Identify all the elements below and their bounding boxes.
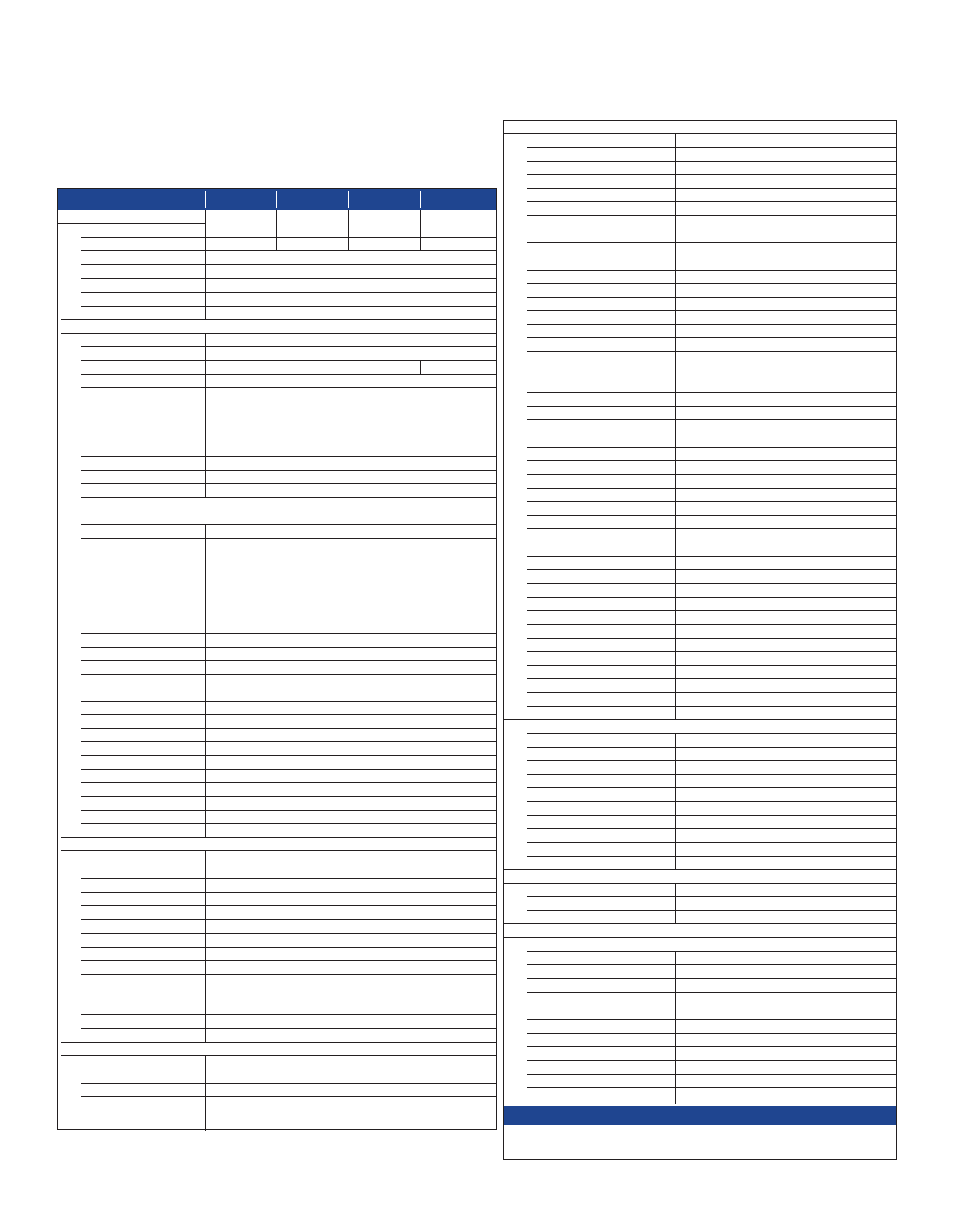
row-rule xyxy=(81,647,496,648)
row-rule xyxy=(527,678,896,679)
row-rule xyxy=(81,360,496,361)
column-rule xyxy=(675,133,676,719)
row-rule xyxy=(81,237,496,238)
column-rule xyxy=(675,733,676,869)
row-rule xyxy=(61,1042,496,1043)
row-rule xyxy=(504,869,896,870)
row-rule xyxy=(527,188,896,189)
row-rule xyxy=(527,324,896,325)
row-rule xyxy=(527,242,896,243)
row-rule xyxy=(527,896,896,897)
row-rule xyxy=(58,223,205,224)
row-rule xyxy=(504,923,896,924)
right-spec-table xyxy=(503,120,897,1160)
row-rule xyxy=(527,1019,896,1020)
row-rule xyxy=(527,515,896,516)
row-rule xyxy=(81,782,496,783)
row-rule xyxy=(81,374,496,375)
row-rule xyxy=(527,460,896,461)
row-rule xyxy=(81,278,496,279)
row-rule xyxy=(81,633,496,634)
header-separator xyxy=(276,191,277,208)
row-rule xyxy=(81,892,496,893)
row-rule xyxy=(81,823,496,824)
column-rule xyxy=(205,850,206,1042)
row-rule xyxy=(81,306,496,307)
column-rule xyxy=(675,883,676,923)
row-rule xyxy=(527,774,896,775)
row-rule xyxy=(81,714,496,715)
row-rule xyxy=(504,719,896,720)
row-rule xyxy=(81,960,496,961)
row-rule xyxy=(527,638,896,639)
right-table-footer-bar xyxy=(504,1106,896,1125)
row-rule xyxy=(527,337,896,338)
row-rule xyxy=(527,1074,896,1075)
row-rule xyxy=(81,1083,496,1084)
row-rule xyxy=(81,1028,496,1029)
row-rule xyxy=(81,346,496,347)
row-rule xyxy=(81,264,496,265)
row-rule xyxy=(61,319,496,320)
row-rule xyxy=(527,733,896,734)
row-rule xyxy=(527,419,896,420)
row-rule xyxy=(81,755,496,756)
row-rule xyxy=(527,1046,896,1047)
row-rule xyxy=(81,769,496,770)
row-rule xyxy=(527,651,896,652)
row-rule xyxy=(527,1033,896,1034)
row-rule xyxy=(81,878,496,879)
row-rule xyxy=(81,538,496,539)
row-rule xyxy=(527,706,896,707)
row-rule xyxy=(527,447,896,448)
left-spec-table xyxy=(57,188,497,1130)
row-rule xyxy=(81,974,496,975)
row-rule xyxy=(527,992,896,993)
row-rule xyxy=(527,692,896,693)
left-table-header xyxy=(58,189,496,210)
row-rule xyxy=(504,937,896,938)
row-rule xyxy=(81,810,496,811)
column-rule xyxy=(276,210,277,250)
row-rule xyxy=(504,883,896,884)
row-rule xyxy=(527,856,896,857)
row-rule xyxy=(81,660,496,661)
row-rule xyxy=(527,501,896,502)
column-rule xyxy=(205,210,206,319)
row-rule xyxy=(527,1060,896,1061)
row-rule xyxy=(527,270,896,271)
header-separator xyxy=(205,191,206,208)
row-rule xyxy=(61,333,496,334)
row-rule xyxy=(81,524,496,525)
row-rule xyxy=(61,837,496,838)
row-rule xyxy=(81,919,496,920)
column-rule xyxy=(675,951,676,1104)
row-rule xyxy=(527,624,896,625)
row-rule xyxy=(527,760,896,761)
column-rule xyxy=(205,333,206,497)
column-rule xyxy=(348,210,349,250)
row-rule xyxy=(527,842,896,843)
row-rule xyxy=(527,174,896,175)
row-rule xyxy=(527,215,896,216)
row-rule xyxy=(81,497,496,498)
row-rule xyxy=(527,528,896,529)
row-rule xyxy=(527,978,896,979)
row-rule xyxy=(81,483,496,484)
row-rule xyxy=(527,747,896,748)
header-separator xyxy=(348,191,349,208)
row-rule xyxy=(527,569,896,570)
row-rule xyxy=(527,610,896,611)
row-rule xyxy=(81,905,496,906)
row-rule xyxy=(527,474,896,475)
row-rule xyxy=(527,828,896,829)
row-rule xyxy=(81,456,496,457)
row-rule xyxy=(81,250,496,251)
row-rule xyxy=(527,406,896,407)
column-rule xyxy=(205,1055,206,1131)
row-rule xyxy=(81,701,496,702)
row-rule xyxy=(61,1055,496,1056)
row-rule xyxy=(527,392,896,393)
row-rule xyxy=(61,850,496,851)
row-rule xyxy=(81,796,496,797)
row-rule xyxy=(81,1096,496,1097)
row-rule xyxy=(527,910,896,911)
row-rule xyxy=(81,674,496,675)
row-rule xyxy=(527,583,896,584)
row-rule xyxy=(527,665,896,666)
column-rule xyxy=(420,360,421,374)
row-rule xyxy=(527,787,896,788)
row-rule xyxy=(527,815,896,816)
row-rule xyxy=(527,351,896,352)
row-rule xyxy=(81,292,496,293)
row-rule xyxy=(81,470,496,471)
row-rule xyxy=(527,161,896,162)
row-rule xyxy=(81,741,496,742)
row-rule xyxy=(527,964,896,965)
row-rule xyxy=(504,133,896,134)
column-rule xyxy=(420,210,421,250)
header-separator xyxy=(420,191,421,208)
row-rule xyxy=(81,933,496,934)
column-rule xyxy=(205,524,206,837)
row-rule xyxy=(527,297,896,298)
row-rule xyxy=(81,947,496,948)
row-rule xyxy=(527,1087,896,1088)
row-rule xyxy=(527,488,896,489)
row-rule xyxy=(527,556,896,557)
row-rule xyxy=(527,283,896,284)
row-rule xyxy=(527,801,896,802)
row-rule xyxy=(81,1014,496,1015)
row-rule xyxy=(527,597,896,598)
row-rule xyxy=(527,310,896,311)
row-rule xyxy=(81,728,496,729)
row-rule xyxy=(81,387,496,388)
row-rule xyxy=(527,201,896,202)
row-rule xyxy=(527,951,896,952)
row-rule xyxy=(527,147,896,148)
